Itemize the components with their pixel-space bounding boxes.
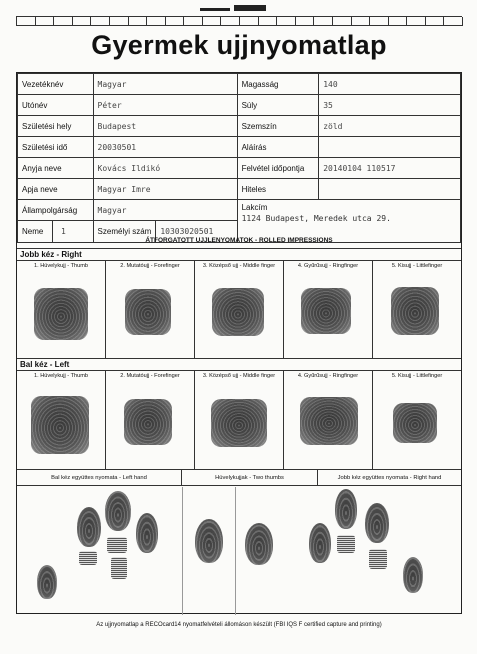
weight-label: Súly — [237, 95, 319, 116]
fingerprint-image — [34, 288, 88, 340]
ruler-tick — [425, 17, 426, 26]
left-thumb-slap-print — [195, 519, 223, 563]
personal-id-value: 10303020501 — [156, 221, 237, 243]
ruler-tick — [462, 17, 463, 26]
slap-divider — [182, 487, 183, 615]
ruler-tick — [258, 17, 259, 26]
birth-date-label: Születési idő — [18, 137, 94, 158]
ruler-tick — [443, 17, 444, 26]
left-littlefinger-box — [373, 371, 461, 469]
birth-place-value: Budapest — [93, 116, 237, 137]
right-slap-print — [403, 557, 423, 593]
fingerprint-image — [391, 287, 439, 335]
left-ringfinger-box — [284, 371, 373, 469]
height-label: Magasság — [237, 74, 319, 95]
right-slap-print — [309, 523, 331, 563]
ruler-tick — [332, 17, 333, 26]
right-hand-section — [17, 249, 461, 359]
registration-marks — [200, 4, 270, 14]
birth-date-value: 20030501 — [93, 137, 237, 158]
right-middle-finger-box — [195, 261, 284, 358]
finger-caption: 4. Gyűrűsujj - Ringfinger — [297, 263, 359, 269]
address-label: Lakcím — [241, 203, 268, 212]
left-hand-fingers — [17, 370, 461, 470]
right-ringfinger-box — [284, 261, 373, 358]
eye-color-label: Szemszín — [237, 116, 319, 137]
finger-caption: 2. Mutatóujj - Forefinger — [120, 263, 180, 269]
given-name-label: Utónév — [18, 95, 94, 116]
finger-caption: 5. Kisujj - Littlefinger — [391, 373, 443, 379]
signature-value — [319, 137, 461, 158]
slap-captions-row — [17, 470, 461, 486]
footer-note: Az ujjnyomatlap a RECOcard14 nyomatfelvételi állomáson készült (FBI IQS F certified capture and printing) — [96, 622, 382, 628]
left-slap-joint — [111, 557, 127, 579]
left-slap-print — [105, 491, 131, 531]
given-name-value: Péter — [93, 95, 237, 116]
ruler-tick — [128, 17, 129, 26]
certifier-value — [319, 179, 461, 200]
ruler-tick — [165, 17, 166, 26]
right-hand-label: Jobb kéz - Right — [20, 250, 82, 259]
fingerprint-image — [212, 288, 264, 336]
recorded-at-label: Felvétel időpontja — [237, 158, 319, 179]
ruler-tick — [90, 17, 91, 26]
ruler-tick — [146, 17, 147, 26]
certifier-label: Hiteles — [237, 179, 319, 200]
sex-label: Neme — [22, 227, 44, 236]
form-frame — [16, 72, 462, 614]
finger-caption: 3. Középső ujj - Middle finger — [202, 263, 276, 269]
finger-caption: 5. Kisujj - Littlefinger — [391, 263, 443, 269]
rolled-impressions-header: ÁTFORGATOTT UJJLENYOMATOK - ROLLED IMPRESSIONS — [17, 237, 461, 249]
height-value: 140 — [319, 74, 461, 95]
finger-caption: 2. Mutatóujj - Forefinger — [120, 373, 180, 379]
mother-name-value: Kovács Ildikó — [93, 158, 237, 179]
ruler-tick — [295, 17, 296, 26]
fingerprint-image — [301, 288, 351, 334]
ruler-tick — [35, 17, 36, 26]
personal-data-table — [17, 73, 461, 243]
ruler-tick — [183, 17, 184, 26]
address-value: 1124 Budapest, Meredek utca 29. — [241, 214, 391, 223]
left-hand-label: Bal kéz - Left — [20, 360, 70, 369]
weight-value: 35 — [319, 95, 461, 116]
finger-caption: 4. Gyűrűsujj - Ringfinger — [297, 373, 359, 379]
two-thumbs-caption: Hüvelykujjak - Two thumbs — [182, 470, 318, 485]
father-name-label: Apja neve — [18, 179, 94, 200]
ruler-tick — [351, 17, 352, 26]
fingerprint-image — [125, 289, 171, 335]
ruler-tick — [313, 17, 314, 26]
fingerprint-image — [393, 403, 437, 443]
right-littlefinger-box — [373, 261, 461, 358]
ruler-tick — [406, 17, 407, 26]
fingerprint-image — [211, 399, 267, 447]
page-title: Gyermek ujjnyomatlap — [91, 30, 387, 60]
right-slap-print — [335, 489, 357, 529]
right-slap-joint — [337, 535, 355, 553]
fingerprint-image — [300, 397, 358, 445]
left-slap-print — [136, 513, 158, 553]
right-thumb-slap-print — [245, 523, 273, 565]
surname-label: Vezetéknév — [18, 74, 94, 95]
personal-id-label: Személyi szám — [93, 221, 156, 243]
left-slap-joint — [107, 537, 127, 553]
ruler-tick — [53, 17, 54, 26]
citizenship-value: Magyar — [93, 200, 237, 221]
signature-label: Aláírás — [237, 137, 319, 158]
ruler-tick — [220, 17, 221, 26]
citizenship-label: Állampolgárság — [18, 200, 94, 221]
ruler-tick — [202, 17, 203, 26]
right-thumb-box — [17, 261, 106, 358]
father-name-value: Magyar Imre — [93, 179, 237, 200]
ruler-tick — [239, 17, 240, 26]
finger-caption: 1. Hüvelykujj - Thumb — [34, 263, 88, 269]
finger-caption: 1. Hüvelykujj - Thumb — [34, 373, 88, 379]
ruler-tick — [369, 17, 370, 26]
left-slap-print — [37, 565, 57, 599]
fingerprint-image — [124, 399, 172, 445]
left-slap-caption: Bal kéz együttes nyomata - Left hand — [17, 470, 182, 485]
sex-value: 1 — [52, 221, 66, 242]
ruler-tick — [16, 17, 17, 26]
right-slap-caption: Jobb kéz együttes nyomata - Right hand — [337, 474, 442, 481]
right-slap-print — [365, 503, 389, 543]
left-thumb-box — [17, 371, 106, 469]
surname-value: Magyar — [93, 74, 237, 95]
ruler-tick — [388, 17, 389, 26]
left-forefinger-box — [106, 371, 195, 469]
ruler-tick — [109, 17, 110, 26]
ruler-tick — [276, 17, 277, 26]
birth-place-label: Születési hely — [18, 116, 94, 137]
left-middle-finger-box — [195, 371, 284, 469]
fingerprint-image — [31, 396, 89, 454]
left-slap-print — [77, 507, 101, 547]
slap-divider — [235, 487, 236, 615]
ruler-tick — [72, 17, 73, 26]
finger-caption: 3. Középső ujj - Middle finger — [202, 373, 276, 379]
top-ruler — [16, 16, 462, 26]
slap-impressions-area — [17, 487, 461, 615]
left-slap-joint — [79, 551, 97, 565]
mother-name-label: Anyja neve — [18, 158, 94, 179]
recorded-at-value: 20140104 110517 — [319, 158, 461, 179]
right-forefinger-box — [106, 261, 195, 358]
right-slap-joint — [369, 549, 387, 569]
right-hand-fingers — [17, 260, 461, 359]
eye-color-value: zöld — [319, 116, 461, 137]
left-hand-section — [17, 359, 461, 470]
